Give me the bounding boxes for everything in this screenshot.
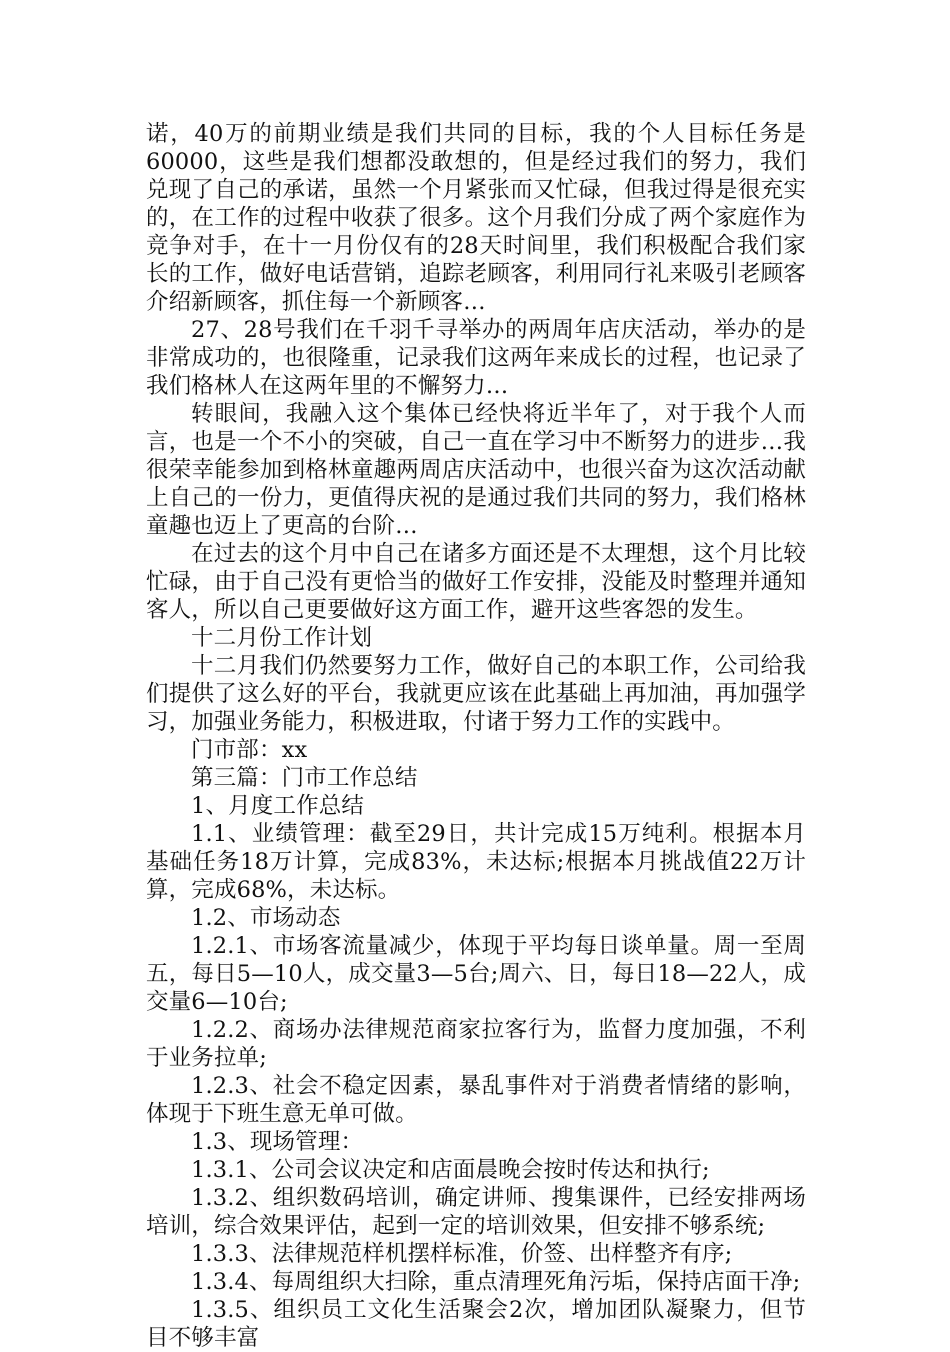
section-heading-site-management: 1.3、现场管理： [191,1129,364,1155]
document-body [146,120,806,1352]
paragraph-continued: 诺，40万的前期业绩是我们共同的目标，我的个人目标任务是60000，这些是我们想都没敢想的，但是经过我们的努力，我们兑现了自己的承诺，虽然一个月紧张而又忙碌，但我过得是很充实的，在工作的过程中收获了很多。这个月我们分成了两个家庭作为竞争对手，在十一月份仅有的28天时间里，我们积极配合我们家长的工作，做好电话营销，追踪老顾客，利用同行礼来吸引老顾客介绍新顾客，抓住每一个新顾客… [146,121,806,315]
item-social-factors: 1.2.3、社会不稳定因素，暴乱事件对于消费者情绪的影响，体现于下班生意无单可做。 [146,1073,806,1127]
item-training: 1.3.2、组织数码培训，确定讲师、搜集课件，已经安排两场培训，综合效果评估，起到一定的培训效果，但安排不够系统; [146,1185,806,1239]
item-performance-management: 1.1、业绩管理：截至29日，共计完成15万纯利。根据本月基础任务18万计算，完成83%，未达标;根据本月挑战值22万计算，完成68%，未达标。 [146,821,806,903]
item-meetings: 1.3.1、公司会议决定和店面晨晚会按时传达和执行; [191,1157,710,1183]
item-market-traffic: 1.2.1、市场客流量减少，体现于平均每日谈单量。周一至周五，每日5—10人，成交量3—5台;周六、日，每日18—22人，成交量6—10台; [146,933,806,1015]
paragraph-reflection: 转眼间，我融入这个集体已经快将近半年了，对于我个人而言，也是一个不小的突破，自己一直在学习中不断努力的进步…我很荣幸能参加到格林童趣两周店庆活动中，也很兴奋为这次活动献上自己的一份力，更值得庆祝的是通过我们共同的努力，我们格林童趣也迈上了更高的台阶… [146,401,806,539]
item-display-standards: 1.3.3、法律规范样机摆样标准，价签、出样整齐有序; [191,1241,733,1267]
item-cleaning: 1.3.4、每周组织大扫除，重点清理死角污垢，保持店面干净; [191,1269,801,1295]
section-heading-monthly-summary: 1、月度工作总结 [191,793,365,819]
signature-department: 门市部：xx [191,737,308,763]
paragraph-december-plan: 十二月我们仍然要努力工作，做好自己的本职工作，公司给我们提供了这么好的平台，我就更应该在此基础上再加油，再加强学习，加强业务能力，积极进取，付诸于努力工作的实践中。 [146,653,806,735]
section-heading-market-dynamics: 1.2、市场动态 [191,905,341,931]
article-heading: 第三篇：门市工作总结 [191,765,418,791]
section-heading-december-plan: 十二月份工作计划 [191,625,373,651]
paragraph-shortcomings: 在过去的这个月中自己在诸多方面还是不太理想，这个月比较忙碌，由于自己没有更恰当的做好工作安排，没能及时整理并通知客人，所以自己更要做好这方面工作，避开这些客怨的发生。 [146,541,806,623]
item-mall-regulation: 1.2.2、商场办法律规范商家拉客行为，监督力度加强，不利于业务拉单; [146,1017,806,1071]
item-team-activities: 1.3.5、组织员工文化生活聚会2次，增加团队凝聚力，但节目不够丰富 [146,1297,806,1351]
paragraph-anniversary: 27、28号我们在千羽千寻举办的两周年店庆活动，举办的是非常成功的，也很隆重，记录我们这两年来成长的过程，也记录了我们格林人在这两年里的不懈努力… [146,317,806,399]
